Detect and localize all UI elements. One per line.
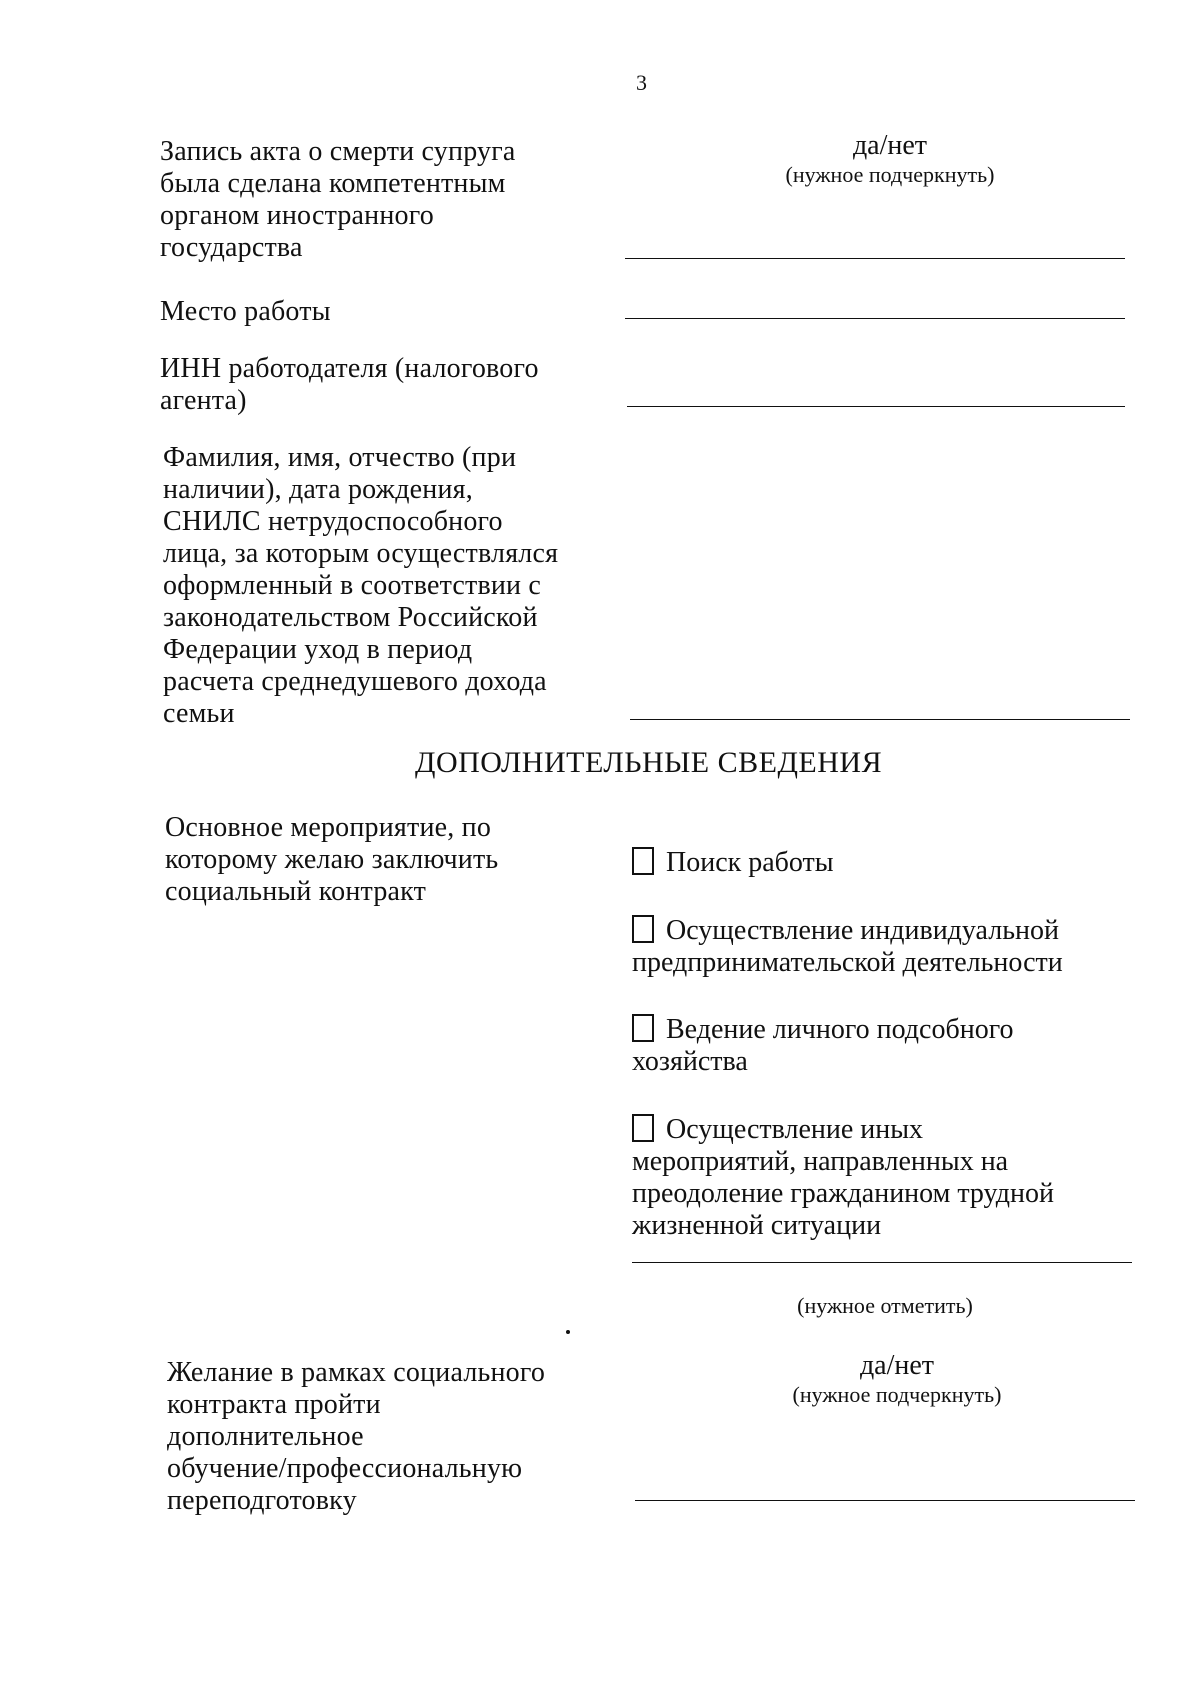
option-other-measures[interactable] [632,1082,1152,1242]
underline-hint: (нужное подчеркнуть) [792,1382,1002,1407]
option-label: Поиск работы [666,847,834,878]
checkbox-icon[interactable] [632,847,654,875]
field-label-activity: Основное мероприятие, по которому желаю заключить социальный контракт [165,812,499,907]
field-label-dependent-person: Фамилия, имя, отчество (при наличии), дата рождения, СНИЛС нетрудоспособного лица, за которым осуществлялся оформленный в соответствии с законодательством Российской Федерации уход в период расчета среднедушевого дохода семьи [163,442,559,729]
answer-line-employer-inn[interactable] [627,406,1125,407]
yes-no-text[interactable]: да/нет [859,1350,935,1381]
underline-hint: (нужное подчеркнуть) [785,162,995,187]
section-title: ДОПОЛНИТЕЛЬНЫЕ СВЕДЕНИЯ [415,746,883,779]
option-label: Осуществление иных мероприятий, направленных на преодоление гражданином трудной жизненной ситуации [632,1114,1055,1241]
checkbox-icon[interactable] [632,1114,654,1142]
answer-line-training[interactable] [635,1500,1135,1501]
mark-hint: (нужное отметить) [797,1293,973,1318]
checkbox-icon[interactable] [632,1014,654,1042]
answer-line-dependent-person[interactable] [630,719,1130,720]
field-label-employer-inn: ИНН работодателя (налогового агента) [160,353,539,416]
yes-no-choice[interactable] [740,130,1040,188]
field-label-training: Желание в рамках социального контракта пройти дополнительное обучение/профессиональную переподготовку [167,1357,546,1516]
option-label: Ведение личного подсобного хозяйства [632,1014,1014,1077]
field-label-workplace: Место работы [160,296,331,327]
option-label: Осуществление индивидуальной предпринимательской деятельности [632,915,1063,978]
scan-dot [566,1330,570,1334]
answer-line-workplace[interactable] [625,318,1125,319]
option-entrepreneurship[interactable] [632,883,1152,979]
answer-line-activity[interactable] [632,1262,1132,1263]
answer-line-death-record[interactable] [625,258,1125,259]
checkbox-icon[interactable] [632,915,654,943]
training-yes-no-choice[interactable] [747,1350,1047,1408]
page-number: 3 [636,70,647,95]
option-job-search[interactable] [632,815,1152,879]
yes-no-text[interactable]: да/нет [852,130,928,161]
option-household-farming[interactable] [632,982,1152,1078]
field-label-death-record: Запись акта о смерти супруга была сделана компетентным органом иностранного государства [160,136,516,263]
